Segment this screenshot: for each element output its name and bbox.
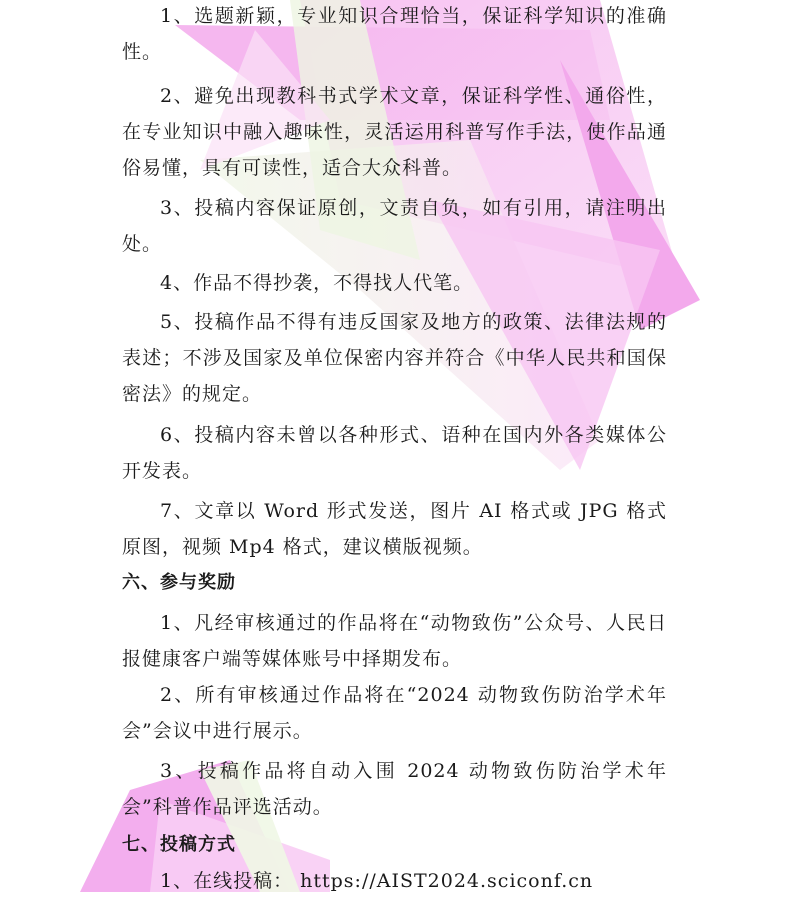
- section-6-heading: 六、参与奖励: [122, 572, 236, 593]
- requirement-3: 3、投稿内容保证原创，文责自负，如有引用，请注明出处。: [122, 197, 667, 255]
- requirement-1: 1、选题新颖，专业知识合理恰当，保证科学知识的准确性。: [122, 5, 667, 63]
- submission-online: 1、在线投稿： https://AIST2024.sciconf.cn: [160, 870, 594, 892]
- document-body: [122, 0, 667, 899]
- requirement-5: 5、投稿作品不得有违反国家及地方的政策、法律法规的表述；不涉及国家及单位保密内容并符合《中华人民共和国保密法》的规定。: [122, 311, 667, 405]
- requirement-6: 6、投稿内容未曾以各种形式、语种在国内外各类媒体公开发表。: [122, 424, 667, 482]
- requirement-4: 4、作品不得抄袭，不得找人代笔。: [160, 272, 474, 294]
- reward-item-1: 1、凡经审核通过的作品将在“动物致伤”公众号、人民日报健康客户端等媒体账号中择期发布。: [122, 612, 667, 670]
- requirement-2: 2、避免出现教科书式学术文章，保证科学性、通俗性，在专业知识中融入趣味性，灵活运用科普写作手法，使作品通俗易懂，具有可读性，适合大众科普。: [122, 85, 667, 179]
- reward-item-2: 2、所有审核通过作品将在“2024 动物致伤防治学术年会”会议中进行展示。: [122, 684, 667, 742]
- reward-item-3: 3、投稿作品将自动入围 2024 动物致伤防治学术年会”科普作品评选活动。: [122, 760, 667, 818]
- section-7-heading: 七、投稿方式: [122, 834, 236, 855]
- requirement-7: 7、文章以 Word 形式发送，图片 AI 格式或 JPG 格式原图，视频 Mp4 格式，建议横版视频。: [122, 500, 667, 558]
